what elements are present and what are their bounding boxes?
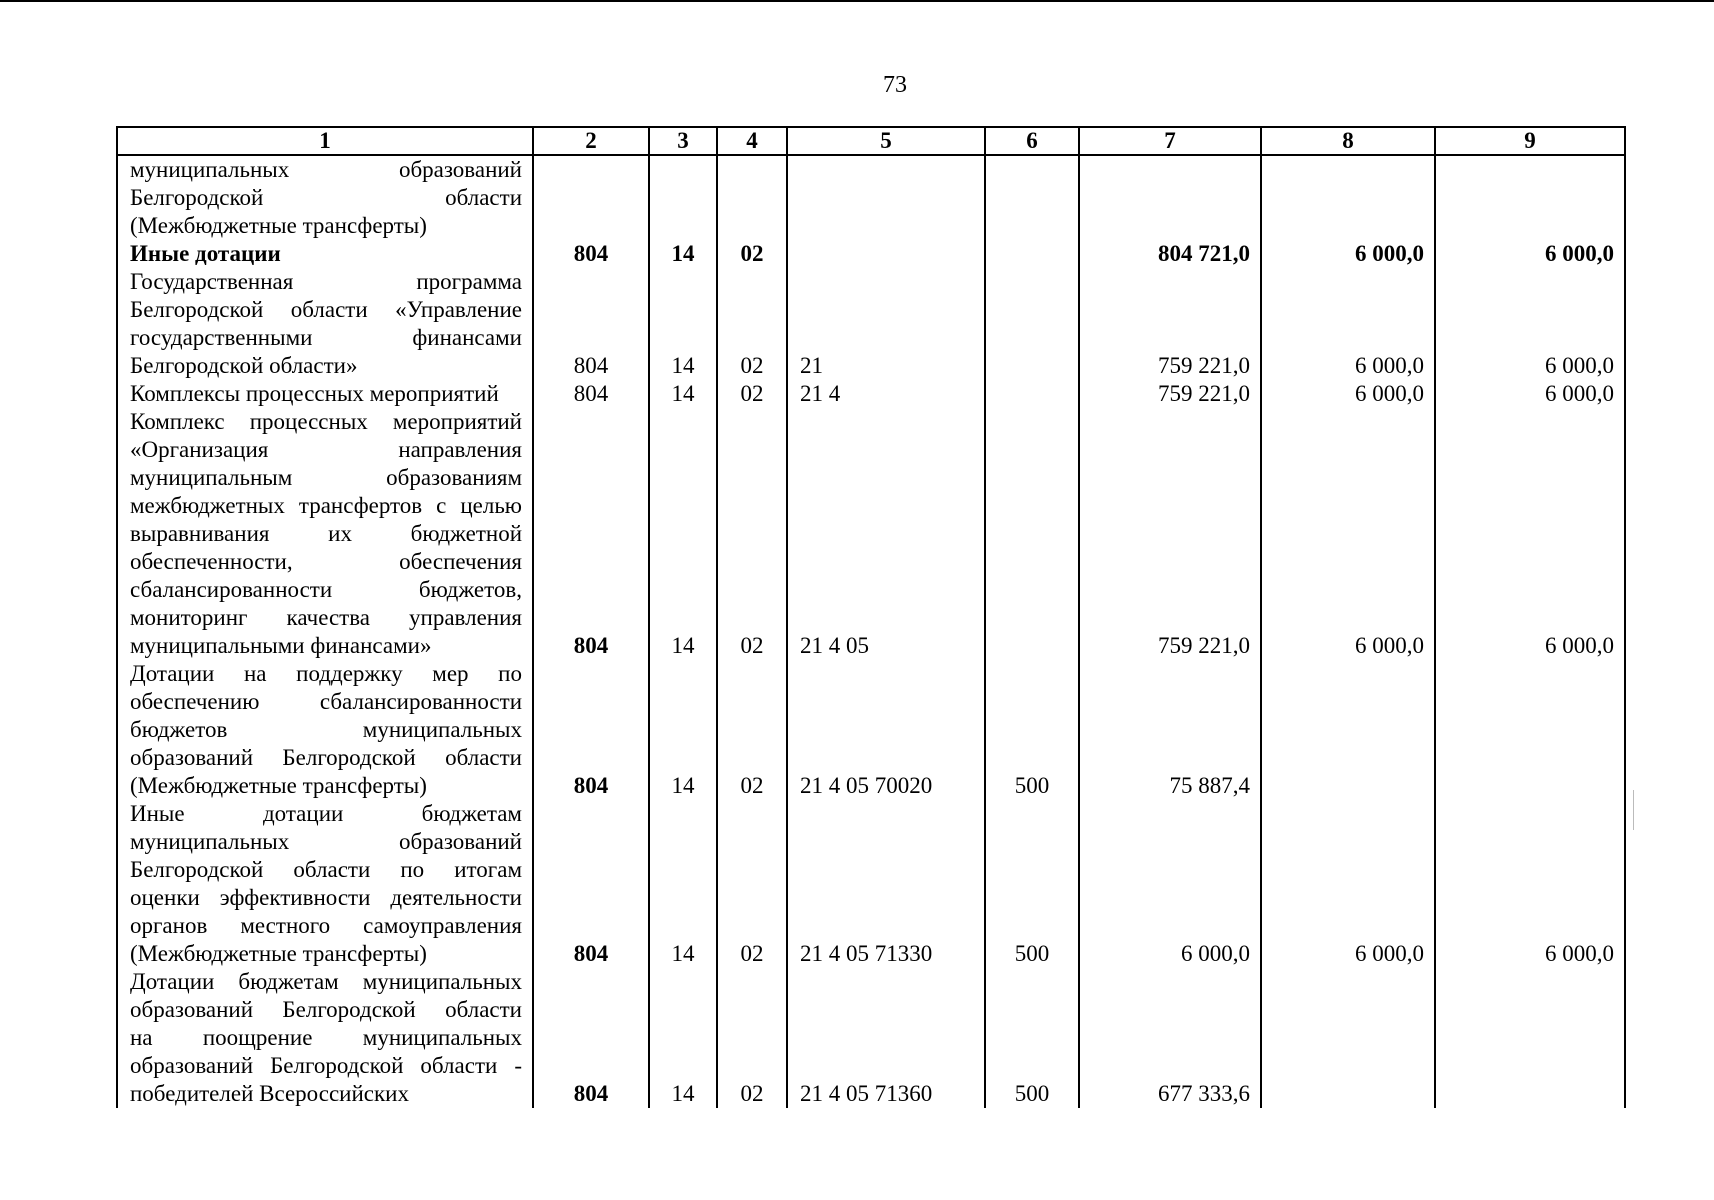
cell-c4: 02: [717, 968, 787, 1108]
cell-c6: 500: [985, 968, 1079, 1108]
cell-c4: 02: [717, 660, 787, 800]
cell-c8: 6 000,0: [1261, 408, 1435, 660]
cell-c7: 75 887,4: [1079, 660, 1261, 800]
cell-c2: 804: [533, 408, 649, 660]
cell-c4: [717, 155, 787, 240]
cell-c8: [1261, 968, 1435, 1108]
budget-table: [116, 126, 1626, 1108]
cell-c5: 21 4 05 71330: [787, 800, 985, 968]
column-header-9: 9: [1435, 127, 1625, 155]
cell-c2: 804: [533, 660, 649, 800]
cell-c9: 6 000,0: [1435, 240, 1625, 268]
row-name-line: Дотации бюджетам муниципальных: [130, 969, 522, 994]
cell-c2: 804: [533, 380, 649, 408]
cell-c5: 21 4 05: [787, 408, 985, 660]
row-name-cell: [117, 408, 533, 660]
cell-c8: [1261, 660, 1435, 800]
table-row: [117, 408, 1625, 660]
budget-table-container: [116, 126, 1626, 1110]
row-name-line: органов местного самоуправления: [130, 913, 522, 938]
row-name-cell: [117, 660, 533, 800]
cell-c9: [1435, 660, 1625, 800]
row-name-line: (Межбюджетные трансферты): [130, 213, 427, 238]
cell-c4: 02: [717, 800, 787, 968]
cell-c2: 804: [533, 800, 649, 968]
row-name-cell: [117, 968, 533, 1108]
table-body: [117, 155, 1625, 1108]
row-name-line: образований Белгородской области: [130, 997, 522, 1022]
cell-c2: [533, 155, 649, 240]
cell-c3: 14: [649, 800, 717, 968]
cell-c8: [1261, 155, 1435, 240]
cell-c3: 14: [649, 408, 717, 660]
row-name-line: обеспечению сбалансированности: [130, 689, 522, 714]
row-name-line: выравнивания их бюджетной: [130, 521, 522, 546]
cell-c6: [985, 268, 1079, 380]
row-name-cell: [117, 380, 533, 408]
row-name-line: Государственная программа: [130, 269, 522, 294]
row-name-line: Дотации на поддержку мер по: [130, 661, 522, 686]
cell-c7: 759 221,0: [1079, 268, 1261, 380]
cell-c6: [985, 380, 1079, 408]
column-header-6: 6: [985, 127, 1079, 155]
row-name-line: на поощрение муниципальных: [130, 1025, 522, 1050]
column-header-2: 2: [533, 127, 649, 155]
cell-c7: 677 333,6: [1079, 968, 1261, 1108]
cell-c5: 21 4: [787, 380, 985, 408]
cell-c5: 21 4 05 70020: [787, 660, 985, 800]
cell-c5: [787, 240, 985, 268]
row-name-cell: [117, 268, 533, 380]
column-header-8: 8: [1261, 127, 1435, 155]
row-name-line: мониторинг качества управления: [130, 605, 522, 630]
row-name-line: муниципальными финансами»: [130, 633, 432, 658]
table-row: [117, 268, 1625, 380]
row-name-line: победителей Всероссийских: [130, 1081, 409, 1106]
cell-c2: 804: [533, 968, 649, 1108]
cell-c9: 6 000,0: [1435, 380, 1625, 408]
table-row: [117, 800, 1625, 968]
row-name-line: (Межбюджетные трансферты): [130, 773, 427, 798]
row-name-line: образований Белгородской области -: [130, 1053, 522, 1078]
cell-c6: 500: [985, 660, 1079, 800]
table-row: [117, 660, 1625, 800]
table-row: [117, 968, 1625, 1108]
cell-c6: [985, 155, 1079, 240]
cell-c3: 14: [649, 240, 717, 268]
cell-c8: 6 000,0: [1261, 800, 1435, 968]
column-header-7: 7: [1079, 127, 1261, 155]
cell-c3: 14: [649, 968, 717, 1108]
row-name-line: муниципальным образованиям: [130, 465, 522, 490]
cell-c2: 804: [533, 240, 649, 268]
cell-c5: 21 4 05 71360: [787, 968, 985, 1108]
cell-c2: 804: [533, 268, 649, 380]
row-name-line: обеспеченности, обеспечения: [130, 549, 522, 574]
row-name-line: «Организация направления: [130, 437, 522, 462]
table-row: [117, 155, 1625, 240]
cell-c9: 6 000,0: [1435, 408, 1625, 660]
row-name-line: муниципальных образований: [130, 829, 522, 854]
row-name-line: муниципальных образований: [130, 157, 522, 182]
column-header-5: 5: [787, 127, 985, 155]
scan-edge-mark: [1633, 790, 1634, 830]
row-name-line: бюджетов муниципальных: [130, 717, 522, 742]
row-name-cell: [117, 155, 533, 240]
column-header-4: 4: [717, 127, 787, 155]
cell-c9: 6 000,0: [1435, 268, 1625, 380]
row-name-line: оценки эффективности деятельности: [130, 885, 522, 910]
cell-c4: 02: [717, 240, 787, 268]
row-name-line: образований Белгородской области: [130, 745, 522, 770]
cell-c4: 02: [717, 268, 787, 380]
cell-c6: [985, 240, 1079, 268]
cell-c3: [649, 155, 717, 240]
cell-c7: 759 221,0: [1079, 408, 1261, 660]
cell-c7: 804 721,0: [1079, 240, 1261, 268]
cell-c6: 500: [985, 800, 1079, 968]
cell-c7: 6 000,0: [1079, 800, 1261, 968]
table-header-row: [117, 127, 1625, 155]
row-name-line: Белгородской области по итогам: [130, 857, 522, 882]
cell-c8: 6 000,0: [1261, 268, 1435, 380]
cell-c8: 6 000,0: [1261, 380, 1435, 408]
cell-c7: 759 221,0: [1079, 380, 1261, 408]
row-name-line: межбюджетных трансфертов с целью: [130, 493, 522, 518]
row-name-cell: [117, 800, 533, 968]
cell-c5: 21: [787, 268, 985, 380]
column-header-1: 1: [117, 127, 533, 155]
page-top-rule: [0, 0, 1714, 2]
cell-c3: 14: [649, 268, 717, 380]
row-name-line: государственными финансами: [130, 325, 522, 350]
cell-c9: 6 000,0: [1435, 800, 1625, 968]
row-name-line: Белгородской области: [130, 185, 522, 210]
cell-c9: [1435, 968, 1625, 1108]
cell-c4: 02: [717, 408, 787, 660]
row-name-line: (Межбюджетные трансферты): [130, 941, 427, 966]
row-name-line: Комплекс процессных мероприятий: [130, 409, 522, 434]
page-number: 73: [883, 72, 907, 98]
cell-c4: 02: [717, 380, 787, 408]
cell-c9: [1435, 155, 1625, 240]
table-row: [117, 380, 1625, 408]
row-name-line: Белгородской области»: [130, 353, 358, 378]
row-name-line: Иные дотации: [130, 241, 281, 266]
cell-c5: [787, 155, 985, 240]
cell-c6: [985, 408, 1079, 660]
row-name-line: Иные дотации бюджетам: [130, 801, 522, 826]
cell-c3: 14: [649, 660, 717, 800]
cell-c7: [1079, 155, 1261, 240]
column-header-3: 3: [649, 127, 717, 155]
row-name-line: сбалансированности бюджетов,: [130, 577, 522, 602]
cell-c3: 14: [649, 380, 717, 408]
row-name-line: Комплексы процессных мероприятий: [130, 381, 499, 406]
cell-c8: 6 000,0: [1261, 240, 1435, 268]
row-name-line: Белгородской области «Управление: [130, 297, 522, 322]
table-row: [117, 240, 1625, 268]
row-name-cell: [117, 240, 533, 268]
